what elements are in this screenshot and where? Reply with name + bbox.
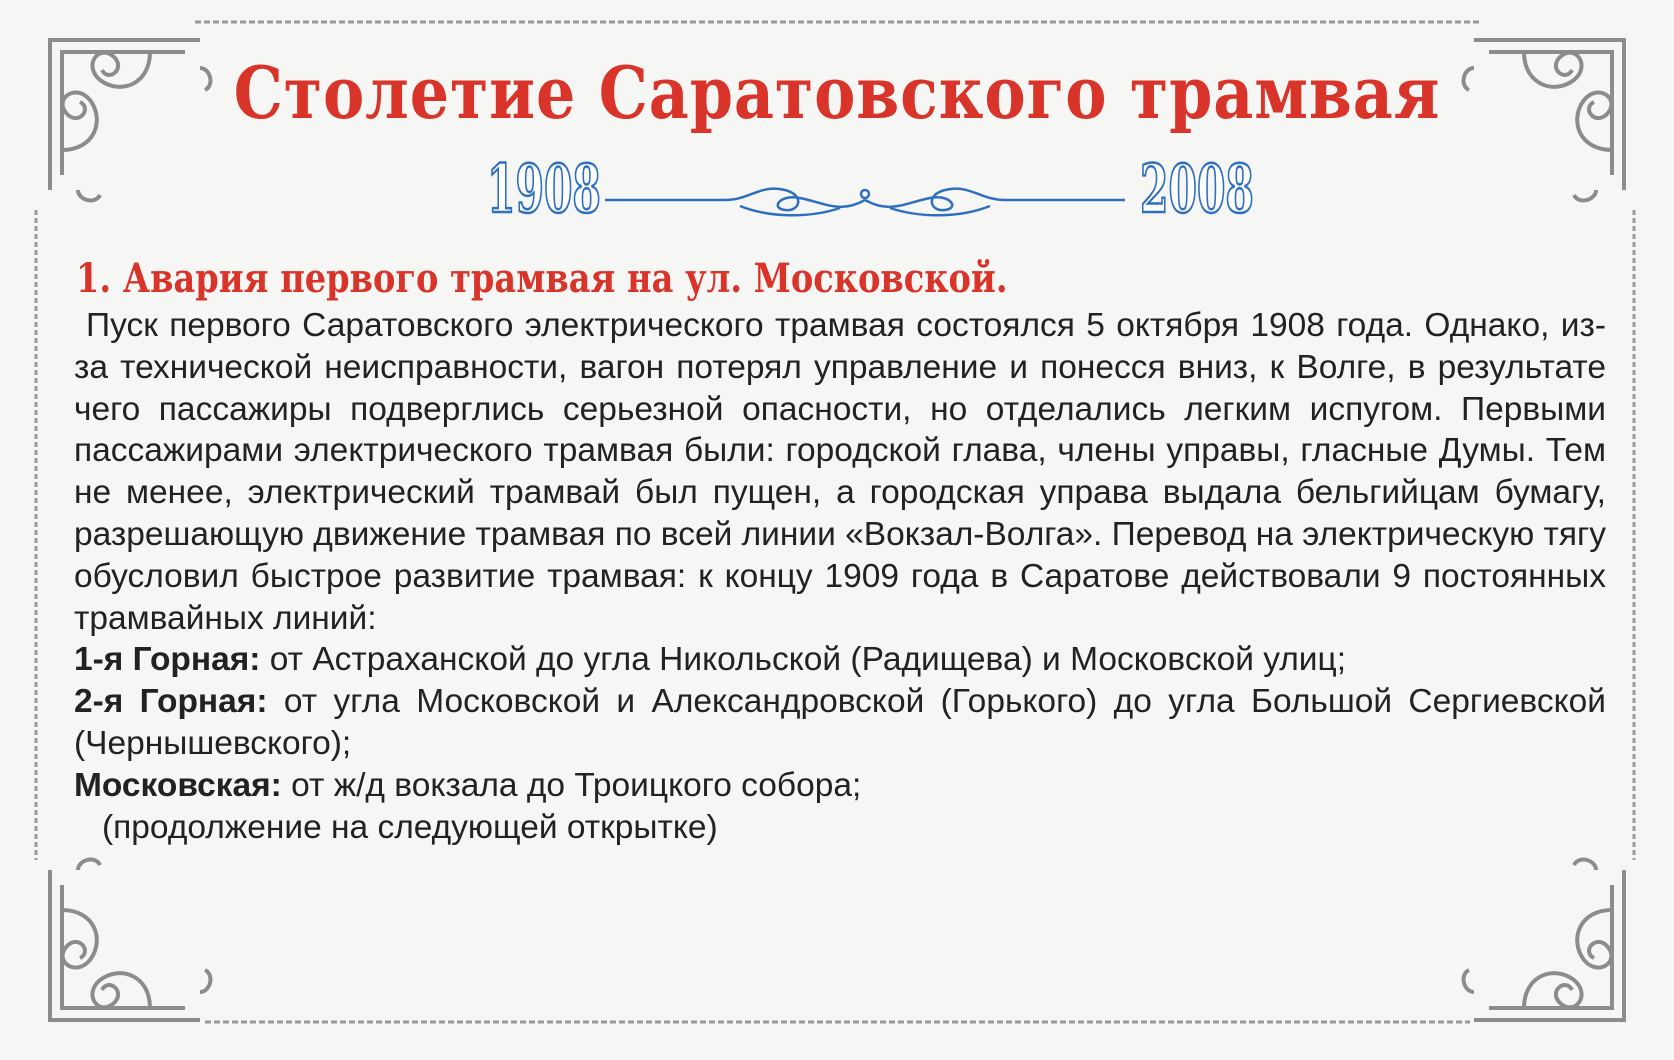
end-year: 2008 bbox=[1140, 150, 1254, 228]
page-title: Столетие Саратовского трамвая bbox=[233, 50, 1441, 135]
corner-ornament-bottom-right bbox=[1464, 860, 1624, 1020]
intro-paragraph: Пуск первого Саратовского электрического трамвая состоялся 5 октября 1908 года. Однако, из-за технической неисправности, вагон потерял управление и понесся вниз, к Волге, в результате чего пассажиры подверглись серьезной опасности, но отделались легким испугом. Первыми пассажирами электрического трамвая были: городской глава, члены управы, гласные Думы. Тем не менее, электрический трамвай был пущен, а городская управа выдала бельгийцам бумагу, разрешающую движение трамвая по всей линии «Вокзал-Волга». Перевод на электрическую тягу обусловил быстрое развитие трамвая: к концу 1909 года в Саратове действовали 9 постоянных трамвайных линий: bbox=[74, 307, 1606, 637]
corner-ornament-bottom-left bbox=[50, 860, 210, 1020]
tram-line bbox=[74, 681, 1606, 765]
section-heading: 1. Авария первого трамвая на ул. Московской. bbox=[76, 255, 1008, 302]
tram-line-name: Московская: bbox=[74, 766, 282, 804]
tram-line-route: от угла Московской и Александровской (Горького) до угла Большой Сергиевской (Чернышевского); bbox=[74, 683, 1606, 762]
tram-line bbox=[74, 639, 1606, 681]
tram-line-route: от Астраханской до угла Никольской (Радищева) и Московской улиц; bbox=[269, 641, 1347, 679]
flourish-divider bbox=[600, 170, 1130, 230]
tram-line-name: 1-я Горная: bbox=[74, 641, 261, 679]
tram-line bbox=[74, 765, 1606, 807]
continuation-note: (продолжение на следующей открытке) bbox=[102, 808, 718, 846]
start-year: 1908 bbox=[487, 150, 601, 228]
tram-line-name: 2-я Горная: bbox=[74, 683, 268, 721]
article-body bbox=[74, 305, 1606, 848]
tram-line-route: от ж/д вокзала до Троицкого собора; bbox=[291, 766, 862, 804]
